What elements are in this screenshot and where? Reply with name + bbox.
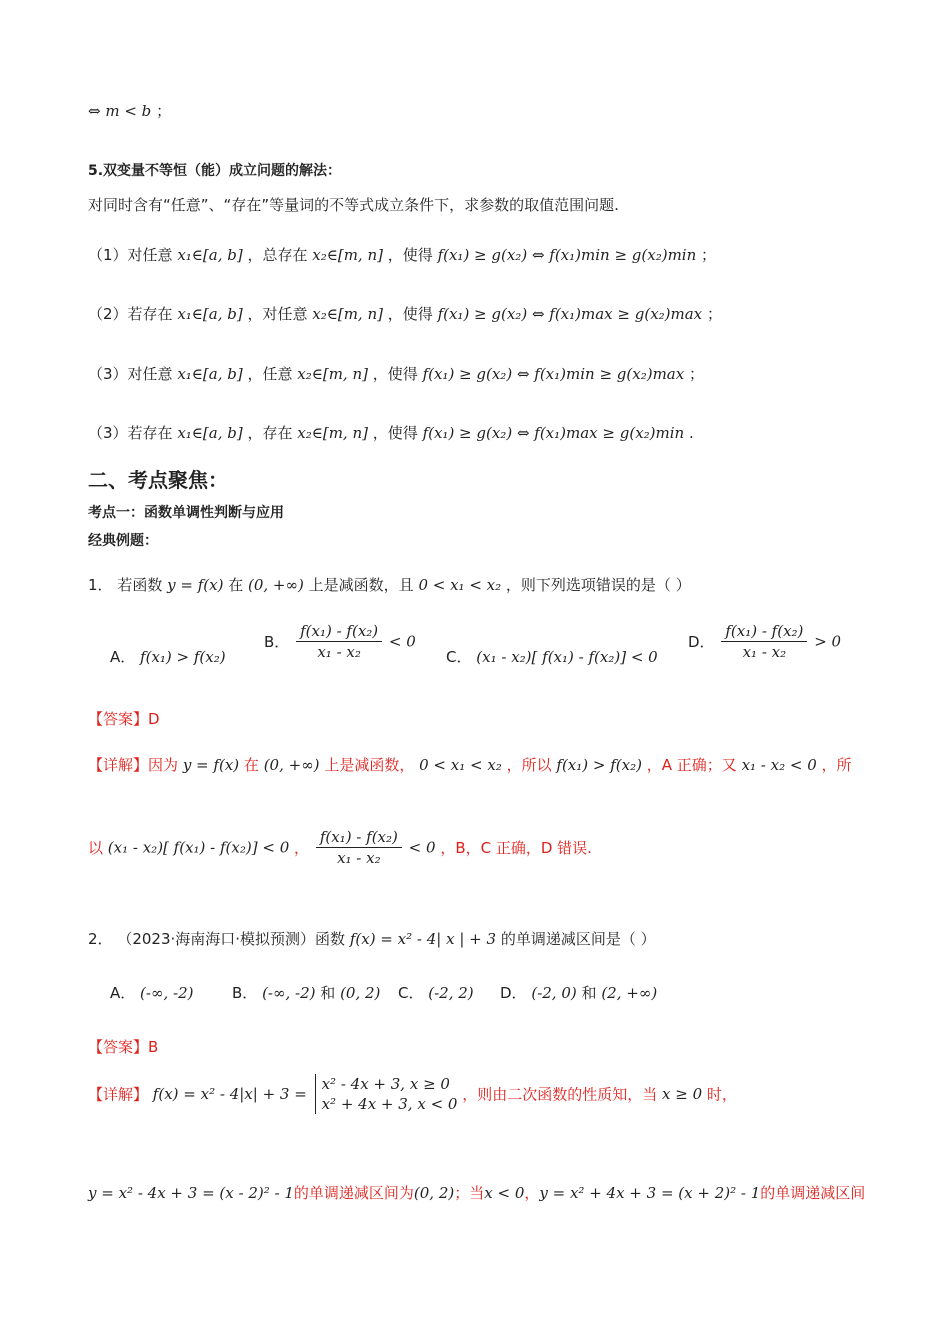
fraction-denominator: x₁ - x₂ [742,643,787,661]
detail-math: (0, +∞) [263,756,320,774]
q2-option-c[interactable] [398,982,474,1003]
question-math: 0 < x₁ < x₂ [418,576,502,594]
item-end: ； [701,246,717,264]
option-label: D． [500,984,527,1002]
item-math-2: x₂∈[m, n] [297,424,368,442]
detail-text: ，则由二次函数的性质知，当 [462,1085,658,1104]
detail-text: 以 [88,839,104,857]
q2-answer: 【答案】B [88,1038,159,1056]
detail-math: y = x² + 4x + 3 = (x + 2)² - 1 [539,1184,761,1202]
top-line [88,100,171,121]
question-source: （2023·海南海口·模拟预测）函数 [117,930,346,948]
question-number: 2． [88,930,113,948]
option-math: (-2, 2) [428,984,474,1002]
detail-text: 的单调递减区间 [760,1184,866,1202]
item-math-2: x₂∈[m, n] [312,305,383,323]
item-text-3: ，使得 [387,305,433,323]
detail-text: ，B，C 正确，D 错误. [440,839,592,857]
question-2 [88,928,656,949]
section5-item-3 [88,363,704,384]
detail-text: ，A 正确；又 [646,756,737,774]
detail-text: ；当 [454,1184,485,1202]
option-and: 和 [320,984,336,1002]
fraction-numerator: f(x₁) - f(x₂) [296,622,382,642]
fraction-denominator: x₁ - x₂ [337,849,381,867]
q2-detail-line-2 [88,1182,865,1203]
q1-option-a[interactable] [110,646,226,667]
item-text-3: ，使得 [372,424,418,442]
section5-title: 5.双变量不等恒（能）成立问题的解法： [88,163,342,179]
option-label: B． [264,633,290,651]
equivalence-formula: ⇔ m < b [88,102,152,120]
q2-option-d[interactable] [500,982,657,1003]
detail-label: 【详解】 [88,756,149,774]
fraction-numerator: f(x₁) - f(x₂) [721,622,807,642]
detail-math: x₁ - x₂ < 0 [741,756,817,774]
q1-detail-line-1 [88,754,852,775]
item-text-2: ，对任意 [247,305,308,323]
q2-detail-line-1 [88,1074,737,1114]
item-text-2: ，任意 [247,365,293,383]
question-math: (0, +∞) [248,576,304,594]
section5-intro: 对同时含有“任意”、“存在”等量词的不等式成立条件下，求参数的取值范围问题. [88,196,619,214]
item-math-3: f(x₁) ≥ g(x₂) ⇔ f(x₁)min ≥ g(x₂)min [437,246,697,264]
question-text: 若函数 [117,576,163,594]
case-1: x² - 4x + 3, x ≥ 0 [321,1075,450,1093]
option-label: B． [232,984,258,1002]
q2-option-b[interactable] [232,982,380,1003]
detail-text: ， [294,839,310,857]
case-2: x² + 4x + 3, x < 0 [321,1095,458,1113]
detail-text: 时， [706,1085,737,1104]
detail-math: y = x² - 4x + 3 = (x - 2)² - 1 [88,1184,294,1202]
detail-label: 【详解】 [88,1085,149,1104]
item-text-2: ，存在 [247,424,293,442]
item-prefix: （2）若存在 [88,305,173,323]
question-text: 上是减函数，且 [308,576,414,594]
item-end: ； [706,305,722,323]
item-math-3: f(x₁) ≥ g(x₂) ⇔ f(x₁)min ≥ g(x₂)max [422,365,685,383]
detail-text: ，所 [821,756,852,774]
punctuation: ； [156,102,172,120]
question-text: ，则下列选项错误的是（ ） [505,576,691,594]
q1-option-c[interactable] [446,646,658,667]
item-end: ； [688,365,704,383]
detail-math: x < 0 [484,1184,525,1202]
item-math-1: x₁∈[a, b] [177,365,243,383]
item-math-3: f(x₁) ≥ g(x₂) ⇔ f(x₁)max ≥ g(x₂)max [437,305,703,323]
detail-text: 在 [243,756,259,774]
fraction [296,622,382,661]
question-1 [88,574,691,595]
item-text-3: ，使得 [387,246,433,264]
section5-item-1 [88,244,716,265]
item-end: . [688,424,694,442]
section5-item-2 [88,303,722,324]
option-label: A． [110,648,136,666]
option-math: (-∞, -2) [140,984,194,1002]
detail-math: y = f(x) [182,756,240,774]
q1-answer: 【答案】D [88,710,160,728]
fraction [721,622,807,661]
fraction [316,828,402,867]
examples-label: 经典例题： [88,533,158,549]
item-prefix: （1）对任意 [88,246,173,264]
detail-math: (0, 2) [413,1184,455,1202]
option-math: (0, 2) [340,984,381,1002]
detail-math: f(x) = x² - 4|x| + 3 = [152,1085,307,1103]
detail-math: 0 < x₁ < x₂ [419,756,502,774]
option-label: C． [446,648,472,666]
fraction-numerator: f(x₁) - f(x₂) [316,828,402,848]
question-math: f(x) = x² - 4| x | + 3 [349,930,497,948]
option-math: (-2, 0) [531,984,577,1002]
item-text-2: ，总存在 [247,246,308,264]
option-relation: < 0 [388,632,416,651]
detail-text: ， [524,1184,540,1202]
detail-text: 因为 [148,756,179,774]
section2-title: 二、考点聚焦： [88,468,228,492]
detail-text: 上是减函数， [324,756,415,774]
option-math: (x₁ - x₂)[ f(x₁) - f(x₂)] < 0 [476,648,658,666]
q1-detail-line-2 [88,828,592,867]
detail-math: f(x₁) > f(x₂) [556,756,642,774]
q1-option-b[interactable] [264,622,416,661]
question-text: 在 [228,576,244,594]
item-prefix: （3）若存在 [88,424,173,442]
detail-math: (x₁ - x₂)[ f(x₁) - f(x₂)] < 0 [107,838,290,857]
item-math-1: x₁∈[a, b] [177,305,243,323]
option-label: C． [398,984,424,1002]
item-prefix: （3）对任意 [88,365,173,383]
option-label: A． [110,984,136,1002]
detail-relation: < 0 [408,838,436,857]
question-text: 的单调递减区间是（ ） [500,930,656,948]
q2-option-a[interactable] [110,982,193,1003]
piecewise-cases [315,1074,458,1114]
item-math-3: f(x₁) ≥ g(x₂) ⇔ f(x₁)max ≥ g(x₂)min [422,424,685,442]
option-math: f(x₁) > f(x₂) [140,648,226,666]
item-math-1: x₁∈[a, b] [177,246,243,264]
option-and: 和 [581,984,597,1002]
question-math: y = f(x) [167,576,224,594]
item-math-2: x₂∈[m, n] [297,365,368,383]
section5-item-4 [88,422,694,443]
fraction-denominator: x₁ - x₂ [317,643,361,661]
option-math: (2, +∞) [601,984,658,1002]
q1-option-d[interactable] [688,622,841,661]
item-math-2: x₂∈[m, n] [312,246,383,264]
option-label: D． [688,633,715,651]
detail-text: 的单调递减区间为 [293,1184,414,1202]
option-relation: > 0 [814,632,842,651]
kaodian-title: 考点一：函数单调性判断与应用 [88,505,284,521]
option-math: (-∞, -2) [262,984,316,1002]
item-math-1: x₁∈[a, b] [177,424,243,442]
detail-math: x ≥ 0 [662,1085,703,1103]
detail-text: ，所以 [506,756,552,774]
question-number: 1． [88,576,113,594]
item-text-3: ，使得 [372,365,418,383]
